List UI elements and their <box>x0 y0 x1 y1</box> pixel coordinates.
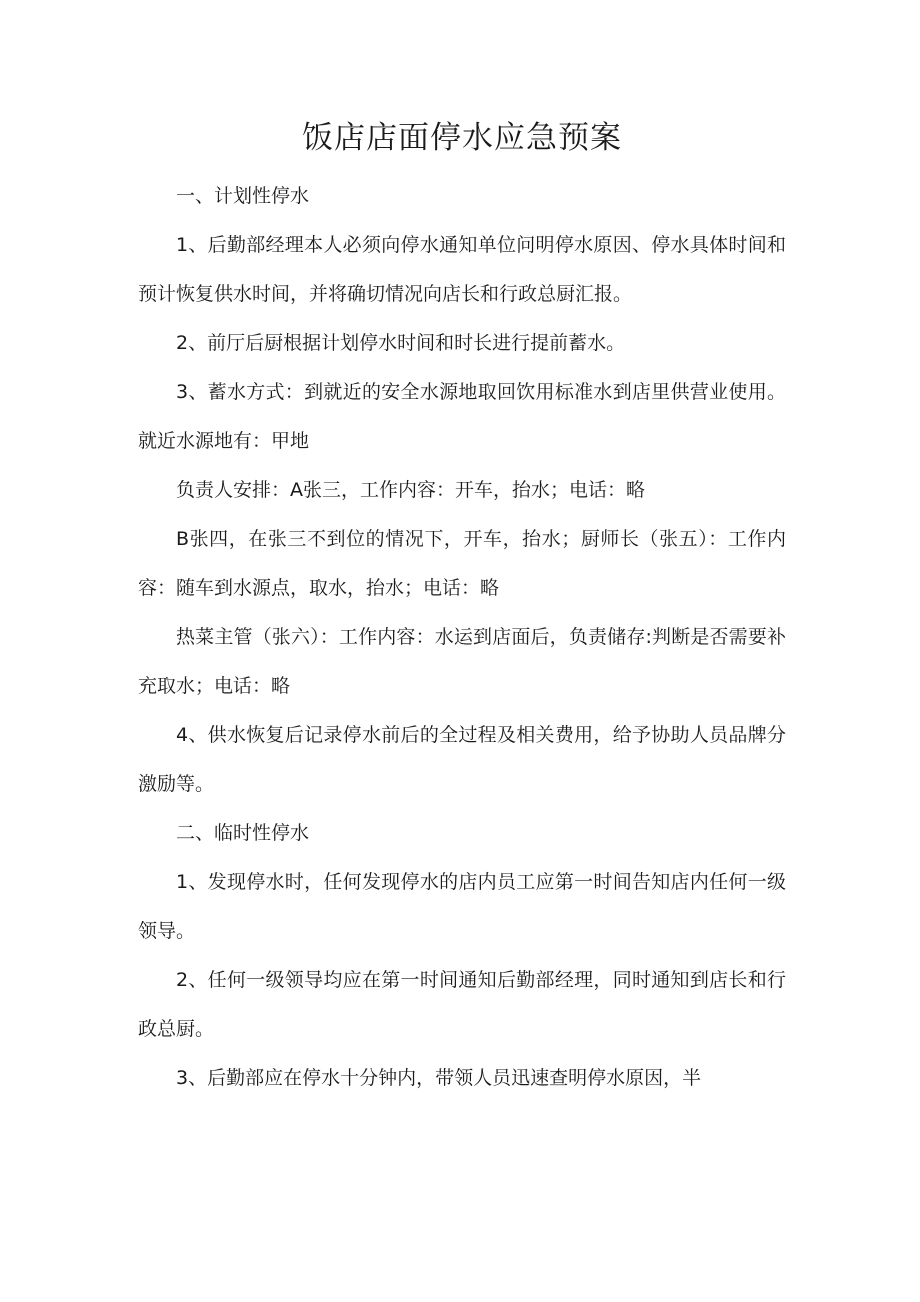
section-heading-planned: 一、计划性停水 <box>176 185 310 207</box>
paragraph: 1、后勤部经理本人必须向停水通知单位问明停水原因、停水具体时间和预计恢复供水时间，并将确切情况向店长和行政总厨汇报。 <box>138 234 786 305</box>
paragraph: 3、蓄水方式：到就近的安全水源地取回饮用标准水到店里供营业使用。就近水源地有：甲地 <box>138 381 786 452</box>
document-title: 饭店店面停水应急预案 <box>302 120 622 156</box>
paragraph: 4、供水恢复后记录停水前后的全过程及相关费用，给予协助人员品牌分激励等。 <box>138 724 786 795</box>
paragraph: 热菜主管（张六）：工作内容：水运到店面后，负责储存:判断是否需要补充取水；电话：略 <box>138 626 786 697</box>
paragraph: 2、任何一级领导均应在第一时间通知后勤部经理，同时通知到店长和行政总厨。 <box>138 969 786 1040</box>
paragraph: B张四，在张三不到位的情况下，开车，抬水；厨师长（张五）：工作内容：随车到水源点，取水，抬水；电话：略 <box>138 528 786 599</box>
paragraph: 负责人安排：A张三，工作内容：开车，抬水；电话：略 <box>176 479 645 501</box>
document-body <box>138 172 786 1103</box>
section-heading-temporary: 二、临时性停水 <box>176 822 310 844</box>
paragraph: 2、前厅后厨根据计划停水时间和时长进行提前蓄水。 <box>176 332 626 354</box>
paragraph: 1、发现停水时，任何发现停水的店内员工应第一时间告知店内任何一级领导。 <box>138 871 786 942</box>
paragraph: 3、后勤部应在停水十分钟内，带领人员迅速查明停水原因，半 <box>176 1067 702 1089</box>
